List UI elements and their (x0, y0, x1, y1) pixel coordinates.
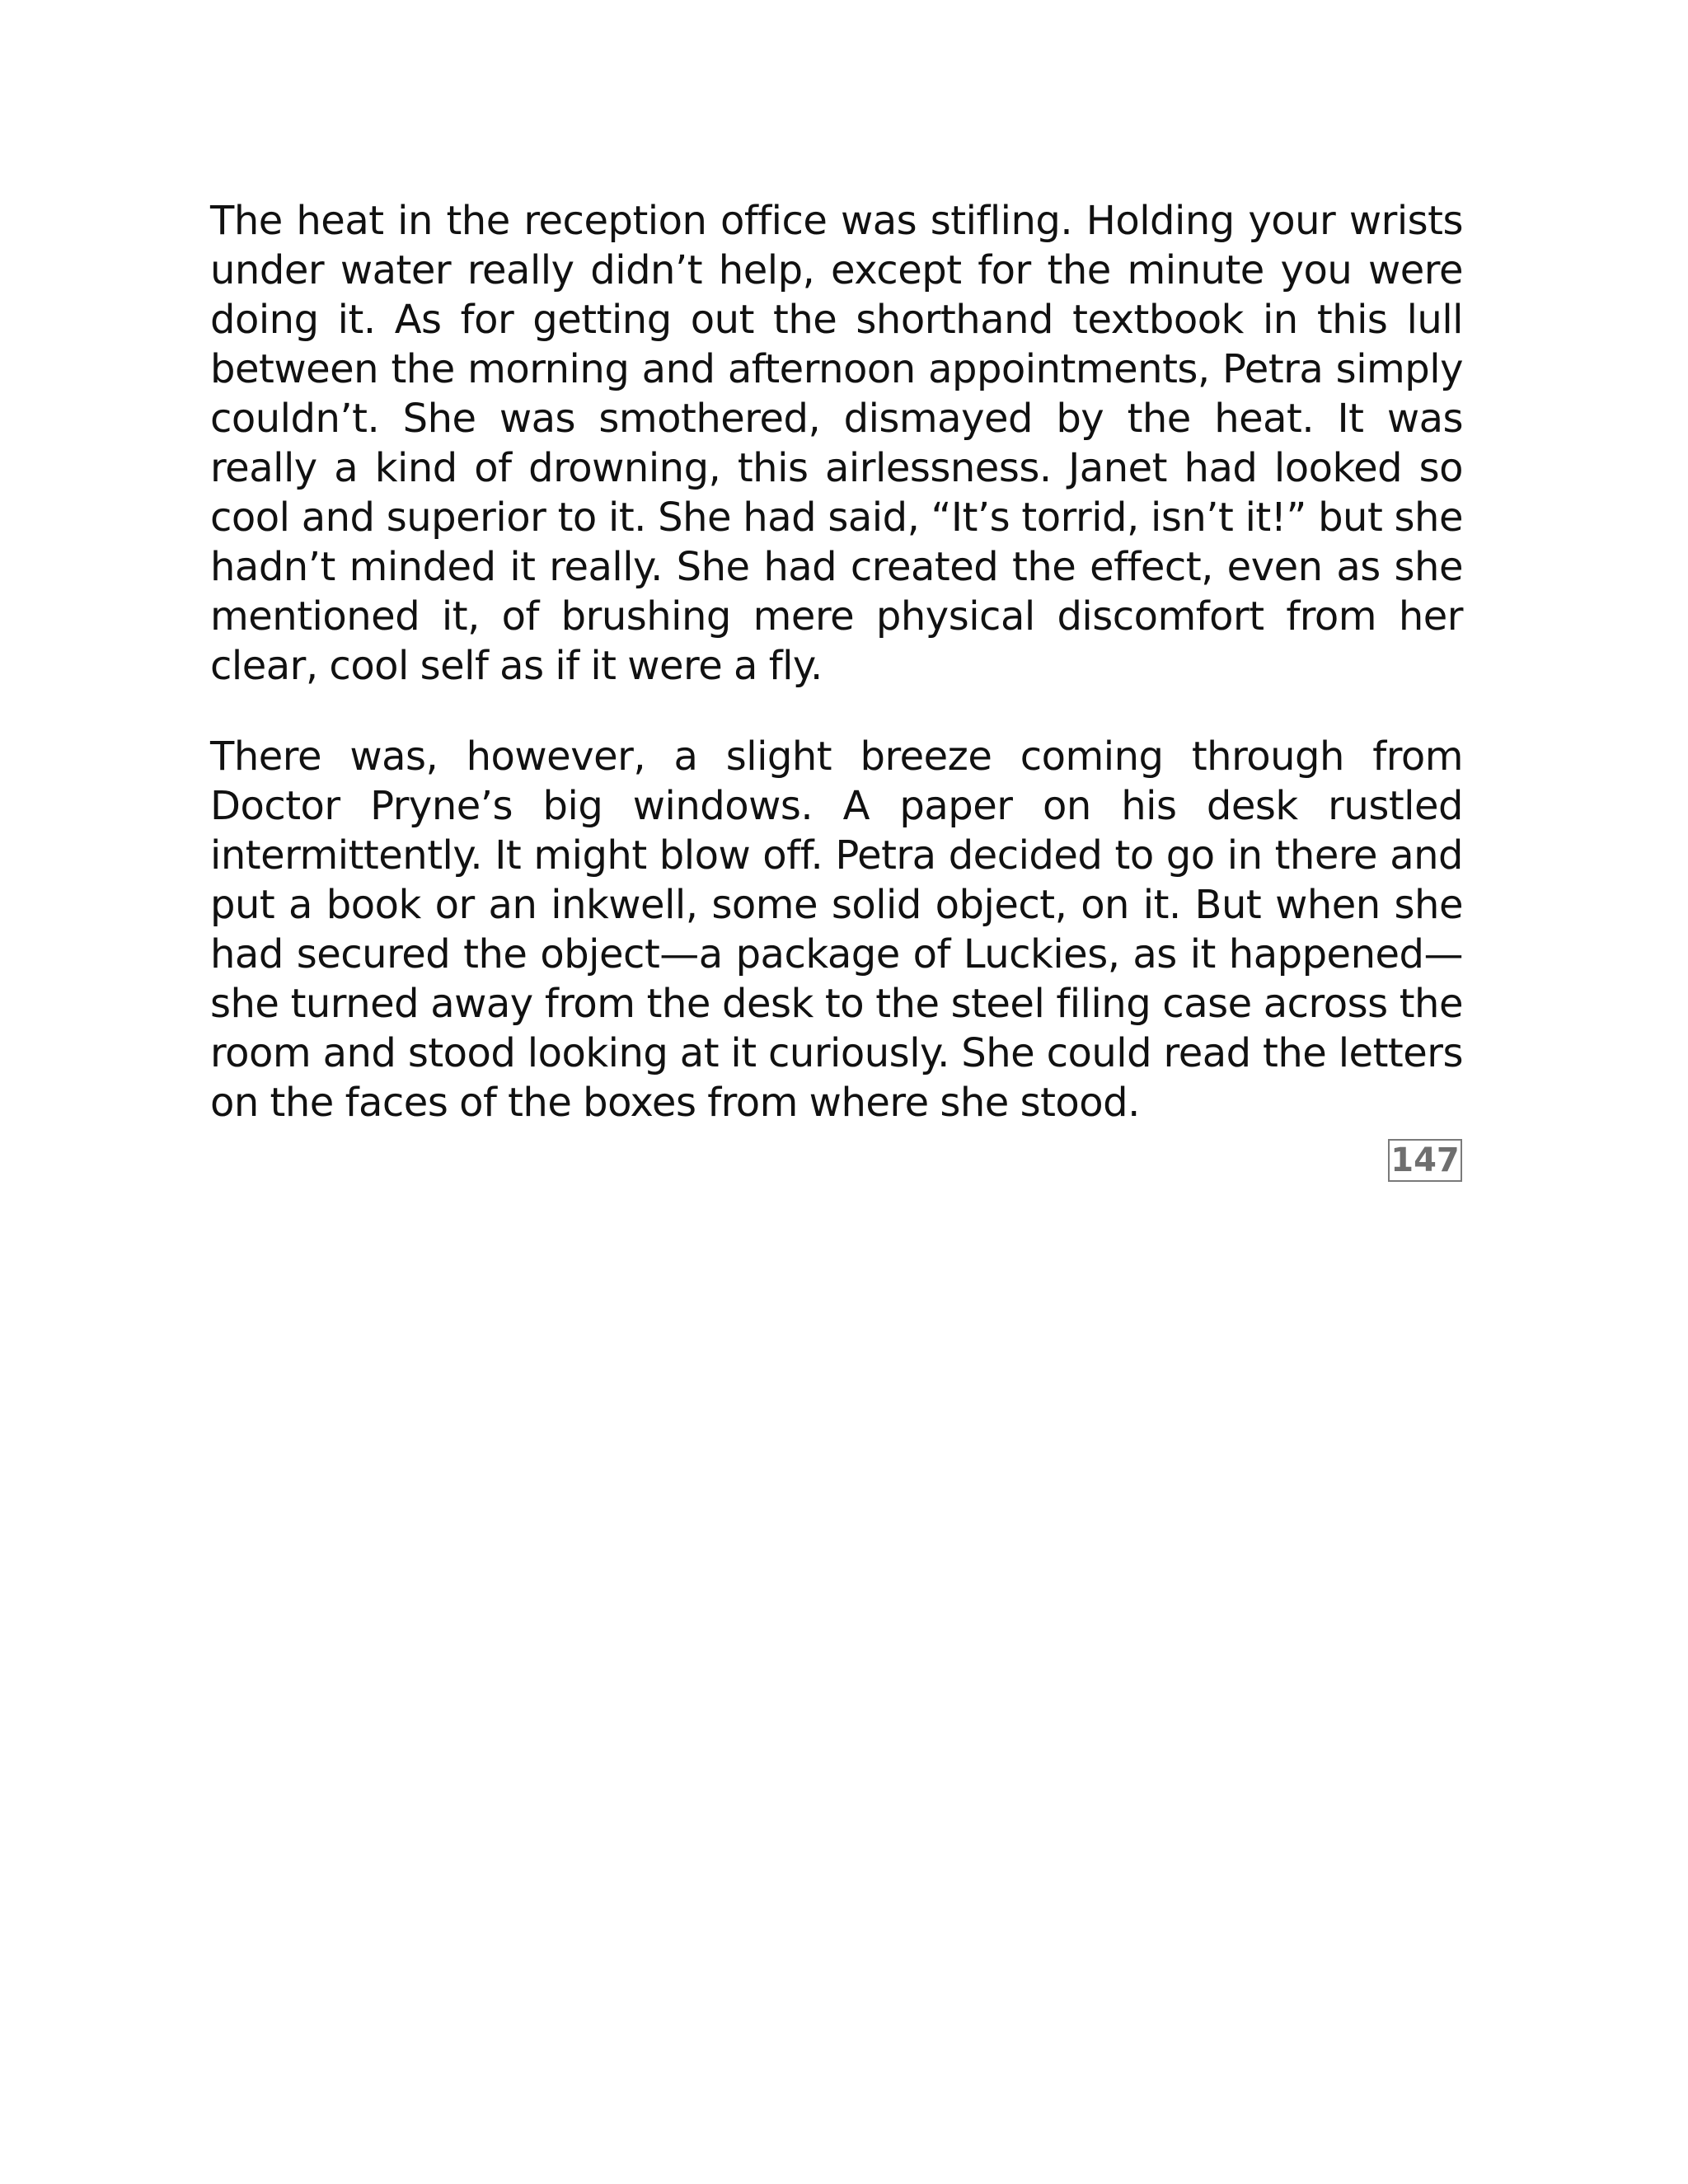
paragraph-1: The heat in the reception office was stifling. Holding your wrists under water really didn’t help, except for the minute you were doing it. As for getting out the shorthand textbook in this lull between the morning and afternoon appointments, Petra simply couldn’t. She was smothered, dismayed by the heat. It was really a kind of drowning, this airlessness. Janet had looked so cool and superior to it. She had said, “It’s torrid, isn’t it!” but she hadn’t minded it really. She had created the effect, even as she mentioned it, of brushing mere physical discomfort from her clear, cool self as if it were a fly. (210, 198, 1463, 689)
paragraph-2: There was, however, a slight breeze coming through from Doctor Pryne’s big windows. A paper on his desk rustled intermittently. It might blow off. Petra decided to go in there and put a book or an inkwell, some solid object, on it. But when she had secured the object—a package of Luckies, as it happened—she turned away from the desk to the steel filing case across the room and stood looking at it curiously. She could read the letters on the faces of the boxes from where she stood. (210, 733, 1463, 1126)
page-number: 147 (1388, 1139, 1462, 1182)
body-text (210, 196, 1463, 1169)
